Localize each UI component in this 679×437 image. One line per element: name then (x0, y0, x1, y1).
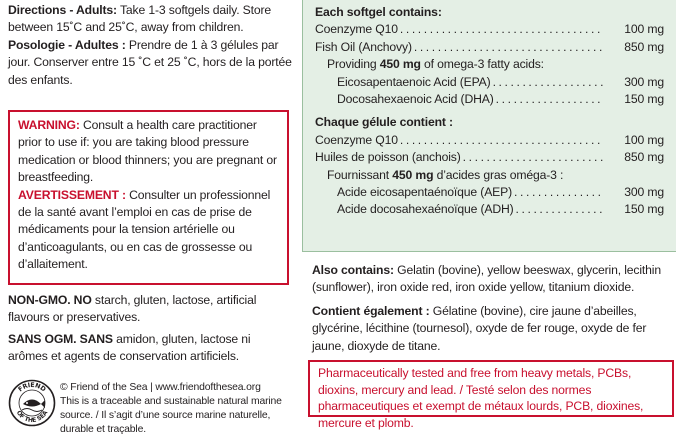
directions-en-label: Directions - Adults: (8, 3, 117, 17)
warning-fr-text: Consulter un professionnel de la santé avant l’emploi en cas de prise de médicaments pour la tension artérielle ou d’anticoagulants, ou en cas de grossesse ou d’allaitement. (18, 187, 271, 272)
warning-en-text: Consult a health care practitioner prior to use if: you are taking blood pressure medication or blood thinners; you are pregnant or breastfeeding. (18, 118, 277, 185)
row-amount: 150 mg (624, 92, 664, 107)
also-contains-en-text: Gelatin (bovine), yellow beeswax, glycerin, lecithin (sunflower), iron oxide red, iron oxide yellow, titanium dioxide. (312, 263, 661, 295)
row-fr-coq10 (315, 132, 664, 149)
nongmo-en-label: NON-GMO. NO (8, 293, 92, 307)
row-label: Eicosapentaenoic Acid (EPA) (337, 74, 491, 89)
row-amount: 850 mg (624, 150, 664, 165)
svg-text:OF THE SEA: OF THE SEA (14, 409, 50, 425)
row-label: Acide eicosapentaénoïque (AEP) (337, 185, 513, 200)
pharma-tested-text: Pharmaceutically tested and free from heavy metals, PCBs, dioxins, mercury and lead. / Testé selon des normes pharmaceutiques et exempt de métaux lourds, PCB, dioxines, mercure et plomb. (318, 366, 644, 430)
row-en-dha (315, 91, 664, 108)
supplement-en-heading: Each softgel contains: (315, 5, 442, 19)
also-contains-fr-label: Contient également : (312, 303, 430, 318)
row-label: Huiles de poisson (anchois) (315, 150, 461, 165)
supplement-fr-heading: Chaque gélule contient : (315, 115, 453, 130)
row-label: Fish Oil (Anchovy) (315, 39, 412, 54)
row-label: Coenzyme Q10 (315, 22, 398, 37)
row-en-fishoil (315, 39, 664, 56)
row-amount: 100 mg (624, 132, 664, 147)
also-contains-fr (312, 303, 674, 355)
also-contains-section (312, 262, 674, 361)
row-en-omega: Providing 450 mg of omega-3 fatty acids: (327, 57, 544, 72)
row-fr-fishoil (315, 149, 664, 166)
nongmo-en-text: starch, gluten, lactose, artificial flavours or preservatives. (8, 293, 257, 325)
directions-section (8, 2, 292, 89)
row-label: Docosahexaenoic Acid (DHA) (337, 92, 494, 107)
also-contains-en (312, 262, 674, 297)
row-en-coq10 (315, 21, 664, 38)
friend-of-sea-line1: © Friend of the Sea | www.friendofthesea.org (60, 382, 261, 393)
directions-en (8, 2, 292, 37)
directions-fr-label: Posologie - Adultes : (8, 37, 126, 52)
svg-text:FRIEND: FRIEND (16, 380, 48, 394)
also-contains-en-label: Also contains: (312, 263, 394, 277)
nongmo-fr-label: SANS OGM. SANS (8, 331, 113, 346)
row-fr-dha (315, 201, 664, 218)
also-contains-fr-text: Gélatine (bovine), cire jaune d’abeilles, glycérine, lécithine (tournesol), oxyde de fer rouge, oxyde de fer jaune, dioxyde de titane. (312, 303, 647, 353)
nongmo-fr-text: amidon, gluten, lactose ni arômes et agents de conservation artificiels. (8, 331, 251, 364)
row-fr-omega: Fournissant 450 mg d’acides gras oméga-3 : (327, 167, 564, 182)
nongmo-section (8, 292, 292, 370)
row-amount: 300 mg (624, 185, 664, 200)
friend-of-sea-text (60, 381, 292, 437)
nongmo-en (8, 292, 292, 327)
row-label: Coenzyme Q10 (315, 132, 398, 147)
row-amount: 850 mg (624, 39, 664, 54)
row-en-epa (315, 74, 664, 91)
warning-fr-label: AVERTISSEMENT : (18, 187, 126, 202)
nongmo-fr (8, 331, 292, 366)
pharma-tested-box (308, 360, 674, 430)
left-column (8, 2, 292, 435)
directions-fr-text: Prendre de 1 à 3 gélules par jour. Conserver entre 15 ˚C et 25 ˚C, hors de la portée des enfants. (8, 37, 292, 87)
friend-of-the-sea-logo-icon (8, 379, 56, 427)
warning-en-label: WARNING: (18, 118, 80, 132)
row-amount: 150 mg (624, 202, 664, 217)
row-fr-epa (315, 184, 664, 201)
warning-box (8, 110, 289, 285)
directions-en-text: Take 1-3 softgels daily. Store between 15˚C and 25˚C, away from children. (8, 3, 272, 35)
supplement-facts-panel (302, 0, 676, 252)
friend-of-sea-section (8, 379, 292, 437)
warning-fr (18, 187, 281, 274)
row-amount: 100 mg (624, 22, 664, 37)
row-amount: 300 mg (624, 74, 664, 89)
directions-fr (8, 37, 292, 89)
row-label: Acide docosahexaénoïque (ADH) (337, 202, 514, 217)
warning-en (18, 117, 281, 187)
friend-of-sea-line2: This is a traceable and sustainable natural marine source. / Il s’agit d’une source marine naturelle, durable et traçable. (60, 396, 282, 435)
